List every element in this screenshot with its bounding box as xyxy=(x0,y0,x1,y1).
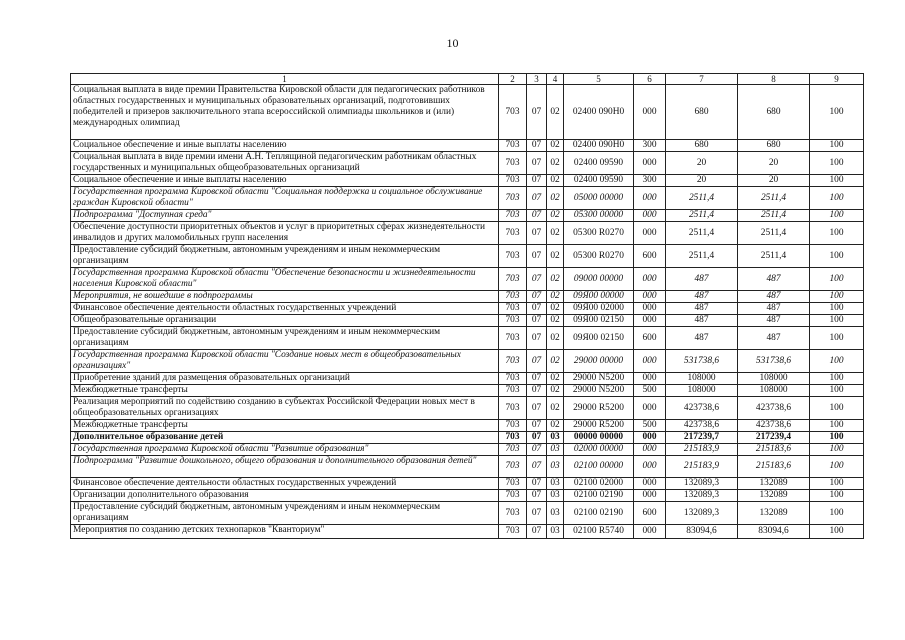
cell-section: 07 xyxy=(527,456,547,478)
cell-planned: 2511,4 xyxy=(666,210,738,222)
table-row xyxy=(71,303,864,315)
cell-percent: 100 xyxy=(810,385,864,397)
cell-section: 07 xyxy=(527,478,547,490)
cell-planned: 487 xyxy=(666,303,738,315)
cell-name: Межбюджетные трансферты xyxy=(71,385,499,397)
cell-subsection: 02 xyxy=(547,373,564,385)
cell-target-article: 29000 N5200 xyxy=(564,385,634,397)
cell-subsection: 03 xyxy=(547,502,564,525)
cell-percent: 100 xyxy=(810,152,864,175)
cell-planned: 423738,6 xyxy=(666,420,738,432)
cell-subsection: 02 xyxy=(547,187,564,210)
cell-percent: 100 xyxy=(810,373,864,385)
cell-executed: 215183,6 xyxy=(738,456,810,478)
cell-admin-code: 703 xyxy=(499,525,527,539)
cell-percent: 100 xyxy=(810,490,864,502)
cell-subsection: 02 xyxy=(547,210,564,222)
cell-percent: 100 xyxy=(810,222,864,245)
page-number: 10 xyxy=(446,36,459,50)
cell-percent: 100 xyxy=(810,420,864,432)
cell-planned: 217239,7 xyxy=(666,432,738,444)
cell-section: 07 xyxy=(527,432,547,444)
cell-percent: 100 xyxy=(810,350,864,373)
cell-executed: 132089 xyxy=(738,478,810,490)
cell-admin-code: 703 xyxy=(499,444,527,456)
header-cell: 2 xyxy=(499,74,527,85)
cell-target-article: 09Я00 02000 xyxy=(564,303,634,315)
header-cell: 9 xyxy=(810,74,864,85)
cell-target-article: 29000 R5200 xyxy=(564,420,634,432)
cell-name: Социальная выплата в виде премии имени А.Н. Теплящиной педагогическим работникам областных государственных и муниципальных общеобразовательных организаций xyxy=(71,152,499,175)
cell-section: 07 xyxy=(527,420,547,432)
cell-expense-type: 000 xyxy=(634,397,666,420)
cell-target-article: 09Я00 02150 xyxy=(564,315,634,327)
cell-executed: 2511,4 xyxy=(738,210,810,222)
cell-percent: 100 xyxy=(810,444,864,456)
cell-target-article: 02400 09590 xyxy=(564,175,634,187)
header-cell: 3 xyxy=(527,74,547,85)
table-row xyxy=(71,268,864,291)
cell-section: 07 xyxy=(527,187,547,210)
table-row xyxy=(71,222,864,245)
cell-section: 07 xyxy=(527,315,547,327)
cell-admin-code: 703 xyxy=(499,85,527,140)
cell-admin-code: 703 xyxy=(499,456,527,478)
cell-section: 07 xyxy=(527,85,547,140)
cell-subsection: 02 xyxy=(547,327,564,350)
cell-executed: 132089 xyxy=(738,490,810,502)
cell-planned: 2511,4 xyxy=(666,187,738,210)
table-header-row xyxy=(71,74,864,85)
cell-name: Мероприятия по созданию детских технопарков "Кванториум" xyxy=(71,525,499,539)
cell-name: Дополнительное образование детей xyxy=(71,432,499,444)
cell-section: 07 xyxy=(527,444,547,456)
cell-percent: 100 xyxy=(810,140,864,152)
cell-section: 07 xyxy=(527,210,547,222)
cell-subsection: 02 xyxy=(547,152,564,175)
table-row xyxy=(71,490,864,502)
cell-executed: 217239,4 xyxy=(738,432,810,444)
cell-expense-type: 000 xyxy=(634,350,666,373)
cell-expense-type: 300 xyxy=(634,140,666,152)
cell-name: Финансовое обеспечение деятельности областных государственных учреждений xyxy=(71,478,499,490)
cell-target-article: 02000 00000 xyxy=(564,444,634,456)
cell-admin-code: 703 xyxy=(499,175,527,187)
table-row xyxy=(71,525,864,539)
cell-subsection: 02 xyxy=(547,291,564,303)
cell-name: Организации дополнительного образования xyxy=(71,490,499,502)
cell-target-article: 02400 09590 xyxy=(564,152,634,175)
cell-section: 07 xyxy=(527,350,547,373)
table-row xyxy=(71,152,864,175)
cell-section: 07 xyxy=(527,327,547,350)
cell-subsection: 02 xyxy=(547,245,564,268)
cell-target-article: 05000 00000 xyxy=(564,187,634,210)
cell-name: Социальное обеспечение и иные выплаты населению xyxy=(71,140,499,152)
cell-planned: 680 xyxy=(666,85,738,140)
cell-executed: 423738,6 xyxy=(738,397,810,420)
cell-expense-type: 000 xyxy=(634,303,666,315)
cell-expense-type: 600 xyxy=(634,327,666,350)
cell-admin-code: 703 xyxy=(499,222,527,245)
cell-target-article: 05300 R0270 xyxy=(564,245,634,268)
cell-planned: 487 xyxy=(666,327,738,350)
cell-expense-type: 000 xyxy=(634,490,666,502)
table-row xyxy=(71,432,864,444)
cell-expense-type: 000 xyxy=(634,222,666,245)
cell-percent: 100 xyxy=(810,397,864,420)
cell-percent: 100 xyxy=(810,478,864,490)
table-row xyxy=(71,373,864,385)
header-cell: 6 xyxy=(634,74,666,85)
cell-admin-code: 703 xyxy=(499,420,527,432)
cell-section: 07 xyxy=(527,490,547,502)
table-row xyxy=(71,444,864,456)
table-row xyxy=(71,140,864,152)
cell-planned: 83094,6 xyxy=(666,525,738,539)
cell-admin-code: 703 xyxy=(499,490,527,502)
cell-name: Приобретение зданий для размещения образовательных организаций xyxy=(71,373,499,385)
cell-target-article: 02100 00000 xyxy=(564,456,634,478)
cell-name: Предоставление субсидий бюджетным, автономным учреждениям и иным некоммерческим организациям xyxy=(71,327,499,350)
table-row xyxy=(71,420,864,432)
cell-name: Обеспечение доступности приоритетных объектов и услуг в приоритетных сферах жизнедеятельности инвалидов и других маломобильных групп населения xyxy=(71,222,499,245)
table-row xyxy=(71,385,864,397)
cell-admin-code: 703 xyxy=(499,373,527,385)
cell-name: Государственная программа Кировской области "Развитие образования" xyxy=(71,444,499,456)
cell-planned: 215183,9 xyxy=(666,444,738,456)
table-row xyxy=(71,175,864,187)
cell-subsection: 02 xyxy=(547,140,564,152)
cell-name: Государственная программа Кировской области "Создание новых мест в общеобразовательных организациях" xyxy=(71,350,499,373)
cell-planned: 423738,6 xyxy=(666,397,738,420)
cell-executed: 680 xyxy=(738,85,810,140)
cell-target-article: 09000 00000 xyxy=(564,268,634,291)
cell-percent: 100 xyxy=(810,268,864,291)
table-row xyxy=(71,456,864,478)
cell-section: 07 xyxy=(527,222,547,245)
cell-subsection: 02 xyxy=(547,222,564,245)
header-cell: 7 xyxy=(666,74,738,85)
table-row xyxy=(71,350,864,373)
cell-subsection: 03 xyxy=(547,456,564,478)
cell-expense-type: 600 xyxy=(634,502,666,525)
cell-section: 07 xyxy=(527,152,547,175)
table-row xyxy=(71,502,864,525)
cell-percent: 100 xyxy=(810,502,864,525)
cell-admin-code: 703 xyxy=(499,245,527,268)
cell-target-article: 02400 090Н0 xyxy=(564,140,634,152)
cell-planned: 132089,3 xyxy=(666,490,738,502)
cell-expense-type: 500 xyxy=(634,385,666,397)
cell-subsection: 02 xyxy=(547,268,564,291)
cell-target-article: 02100 02190 xyxy=(564,490,634,502)
table-row xyxy=(71,478,864,490)
cell-percent: 100 xyxy=(810,315,864,327)
cell-planned: 108000 xyxy=(666,373,738,385)
cell-subsection: 02 xyxy=(547,420,564,432)
cell-subsection: 03 xyxy=(547,432,564,444)
cell-admin-code: 703 xyxy=(499,327,527,350)
cell-planned: 487 xyxy=(666,291,738,303)
cell-section: 07 xyxy=(527,525,547,539)
table-row xyxy=(71,210,864,222)
cell-name: Реализация мероприятий по содействию созданию в субъектах Российской Федерации новых мест в общеобразовательных организациях xyxy=(71,397,499,420)
cell-planned: 2511,4 xyxy=(666,222,738,245)
cell-percent: 100 xyxy=(810,327,864,350)
cell-admin-code: 703 xyxy=(499,268,527,291)
cell-percent: 100 xyxy=(810,303,864,315)
cell-admin-code: 703 xyxy=(499,502,527,525)
cell-target-article: 02100 02190 xyxy=(564,502,634,525)
cell-executed: 20 xyxy=(738,175,810,187)
cell-executed: 2511,4 xyxy=(738,222,810,245)
cell-percent: 100 xyxy=(810,456,864,478)
cell-executed: 487 xyxy=(738,268,810,291)
cell-section: 07 xyxy=(527,291,547,303)
cell-target-article: 02400 090Н0 xyxy=(564,85,634,140)
cell-target-article: 29000 R5200 xyxy=(564,397,634,420)
cell-admin-code: 703 xyxy=(499,210,527,222)
table-row xyxy=(71,397,864,420)
cell-section: 07 xyxy=(527,268,547,291)
table-row xyxy=(71,315,864,327)
cell-percent: 100 xyxy=(810,210,864,222)
cell-percent: 100 xyxy=(810,175,864,187)
header-cell: 1 xyxy=(71,74,499,85)
cell-subsection: 02 xyxy=(547,303,564,315)
cell-admin-code: 703 xyxy=(499,397,527,420)
cell-planned: 487 xyxy=(666,315,738,327)
cell-executed: 487 xyxy=(738,315,810,327)
cell-percent: 100 xyxy=(810,85,864,140)
cell-name: Межбюджетные трансферты xyxy=(71,420,499,432)
cell-planned: 20 xyxy=(666,175,738,187)
cell-expense-type: 000 xyxy=(634,525,666,539)
cell-expense-type: 000 xyxy=(634,315,666,327)
table-row xyxy=(71,291,864,303)
cell-section: 07 xyxy=(527,140,547,152)
cell-percent: 100 xyxy=(810,245,864,268)
cell-name: Социальное обеспечение и иные выплаты населению xyxy=(71,175,499,187)
cell-executed: 487 xyxy=(738,291,810,303)
cell-target-article: 09Я00 02150 xyxy=(564,327,634,350)
cell-subsection: 02 xyxy=(547,397,564,420)
cell-percent: 100 xyxy=(810,291,864,303)
cell-planned: 680 xyxy=(666,140,738,152)
cell-percent: 100 xyxy=(810,432,864,444)
header-cell: 4 xyxy=(547,74,564,85)
header-cell: 8 xyxy=(738,74,810,85)
cell-planned: 215183,9 xyxy=(666,456,738,478)
cell-expense-type: 000 xyxy=(634,373,666,385)
cell-expense-type: 000 xyxy=(634,210,666,222)
cell-expense-type: 000 xyxy=(634,152,666,175)
cell-admin-code: 703 xyxy=(499,152,527,175)
cell-planned: 20 xyxy=(666,152,738,175)
table-row xyxy=(71,327,864,350)
cell-admin-code: 703 xyxy=(499,432,527,444)
cell-expense-type: 500 xyxy=(634,420,666,432)
cell-target-article: 09Я00 00000 xyxy=(564,291,634,303)
cell-subsection: 03 xyxy=(547,490,564,502)
cell-admin-code: 703 xyxy=(499,187,527,210)
cell-executed: 531738,6 xyxy=(738,350,810,373)
cell-admin-code: 703 xyxy=(499,315,527,327)
cell-executed: 108000 xyxy=(738,385,810,397)
cell-admin-code: 703 xyxy=(499,385,527,397)
cell-planned: 487 xyxy=(666,268,738,291)
cell-executed: 680 xyxy=(738,140,810,152)
cell-planned: 2511,4 xyxy=(666,245,738,268)
cell-section: 07 xyxy=(527,502,547,525)
cell-admin-code: 703 xyxy=(499,140,527,152)
cell-admin-code: 703 xyxy=(499,291,527,303)
table-row xyxy=(71,187,864,210)
cell-subsection: 02 xyxy=(547,85,564,140)
cell-expense-type: 000 xyxy=(634,456,666,478)
cell-expense-type: 000 xyxy=(634,432,666,444)
cell-section: 07 xyxy=(527,385,547,397)
cell-target-article: 02100 R5740 xyxy=(564,525,634,539)
cell-executed: 83094,6 xyxy=(738,525,810,539)
cell-subsection: 02 xyxy=(547,350,564,373)
cell-expense-type: 000 xyxy=(634,85,666,140)
cell-name: Мероприятия, не вошедшие в подпрограммы xyxy=(71,291,499,303)
cell-name: Социальная выплата в виде премии Правительства Кировской области для педагогических работников областных государственных и муниципальных образовательных организаций, подготовивших победителей и призеров заключительного этапа всероссийской олимпиады школьников и (или) международных олимпиад xyxy=(71,85,499,140)
cell-executed: 215183,6 xyxy=(738,444,810,456)
cell-planned: 132089,3 xyxy=(666,502,738,525)
cell-executed: 132089 xyxy=(738,502,810,525)
cell-subsection: 02 xyxy=(547,315,564,327)
cell-target-article: 02100 02000 xyxy=(564,478,634,490)
cell-target-article: 05300 00000 xyxy=(564,210,634,222)
cell-executed: 487 xyxy=(738,303,810,315)
cell-name: Общеобразовательные организации xyxy=(71,315,499,327)
cell-subsection: 02 xyxy=(547,385,564,397)
cell-name: Предоставление субсидий бюджетным, автономным учреждениям и иным некоммерческим организациям xyxy=(71,245,499,268)
cell-subsection: 03 xyxy=(547,478,564,490)
cell-expense-type: 300 xyxy=(634,175,666,187)
cell-name: Государственная программа Кировской области "Обеспечение безопасности и жизнедеятельности населения Кировской области" xyxy=(71,268,499,291)
cell-planned: 108000 xyxy=(666,385,738,397)
cell-expense-type: 000 xyxy=(634,187,666,210)
cell-target-article: 29000 00000 xyxy=(564,350,634,373)
cell-expense-type: 000 xyxy=(634,444,666,456)
cell-expense-type: 000 xyxy=(634,291,666,303)
cell-section: 07 xyxy=(527,303,547,315)
cell-target-article: 05300 R0270 xyxy=(564,222,634,245)
cell-name: Финансовое обеспечение деятельности областных государственных учреждений xyxy=(71,303,499,315)
cell-subsection: 03 xyxy=(547,444,564,456)
table-row xyxy=(71,245,864,268)
cell-expense-type: 600 xyxy=(634,245,666,268)
cell-executed: 2511,4 xyxy=(738,187,810,210)
cell-percent: 100 xyxy=(810,525,864,539)
cell-section: 07 xyxy=(527,175,547,187)
cell-percent: 100 xyxy=(810,187,864,210)
cell-admin-code: 703 xyxy=(499,303,527,315)
cell-executed: 487 xyxy=(738,327,810,350)
cell-expense-type: 000 xyxy=(634,268,666,291)
cell-target-article: 29000 N5200 xyxy=(564,373,634,385)
cell-admin-code: 703 xyxy=(499,350,527,373)
table-body xyxy=(71,85,864,539)
cell-admin-code: 703 xyxy=(499,478,527,490)
cell-executed: 2511,4 xyxy=(738,245,810,268)
cell-expense-type: 000 xyxy=(634,478,666,490)
cell-section: 07 xyxy=(527,373,547,385)
cell-subsection: 02 xyxy=(547,175,564,187)
cell-executed: 423738,6 xyxy=(738,420,810,432)
table-row xyxy=(71,85,864,140)
cell-planned: 531738,6 xyxy=(666,350,738,373)
cell-name: Государственная программа Кировской области "Социальная поддержка и социальное обслуживание граждан Кировской области" xyxy=(71,187,499,210)
cell-name: Подпрограмма "Развитие дошкольного, общего образования и дополнительного образования детей" xyxy=(71,456,499,478)
header-cell: 5 xyxy=(564,74,634,85)
cell-planned: 132089,3 xyxy=(666,478,738,490)
cell-subsection: 03 xyxy=(547,525,564,539)
budget-table xyxy=(70,73,864,539)
cell-executed: 108000 xyxy=(738,373,810,385)
cell-section: 07 xyxy=(527,397,547,420)
cell-target-article: 00000 00000 xyxy=(564,432,634,444)
cell-executed: 20 xyxy=(738,152,810,175)
cell-name: Подпрограмма "Доступная среда" xyxy=(71,210,499,222)
cell-name: Предоставление субсидий бюджетным, автономным учреждениям и иным некоммерческим организациям xyxy=(71,502,499,525)
cell-section: 07 xyxy=(527,245,547,268)
